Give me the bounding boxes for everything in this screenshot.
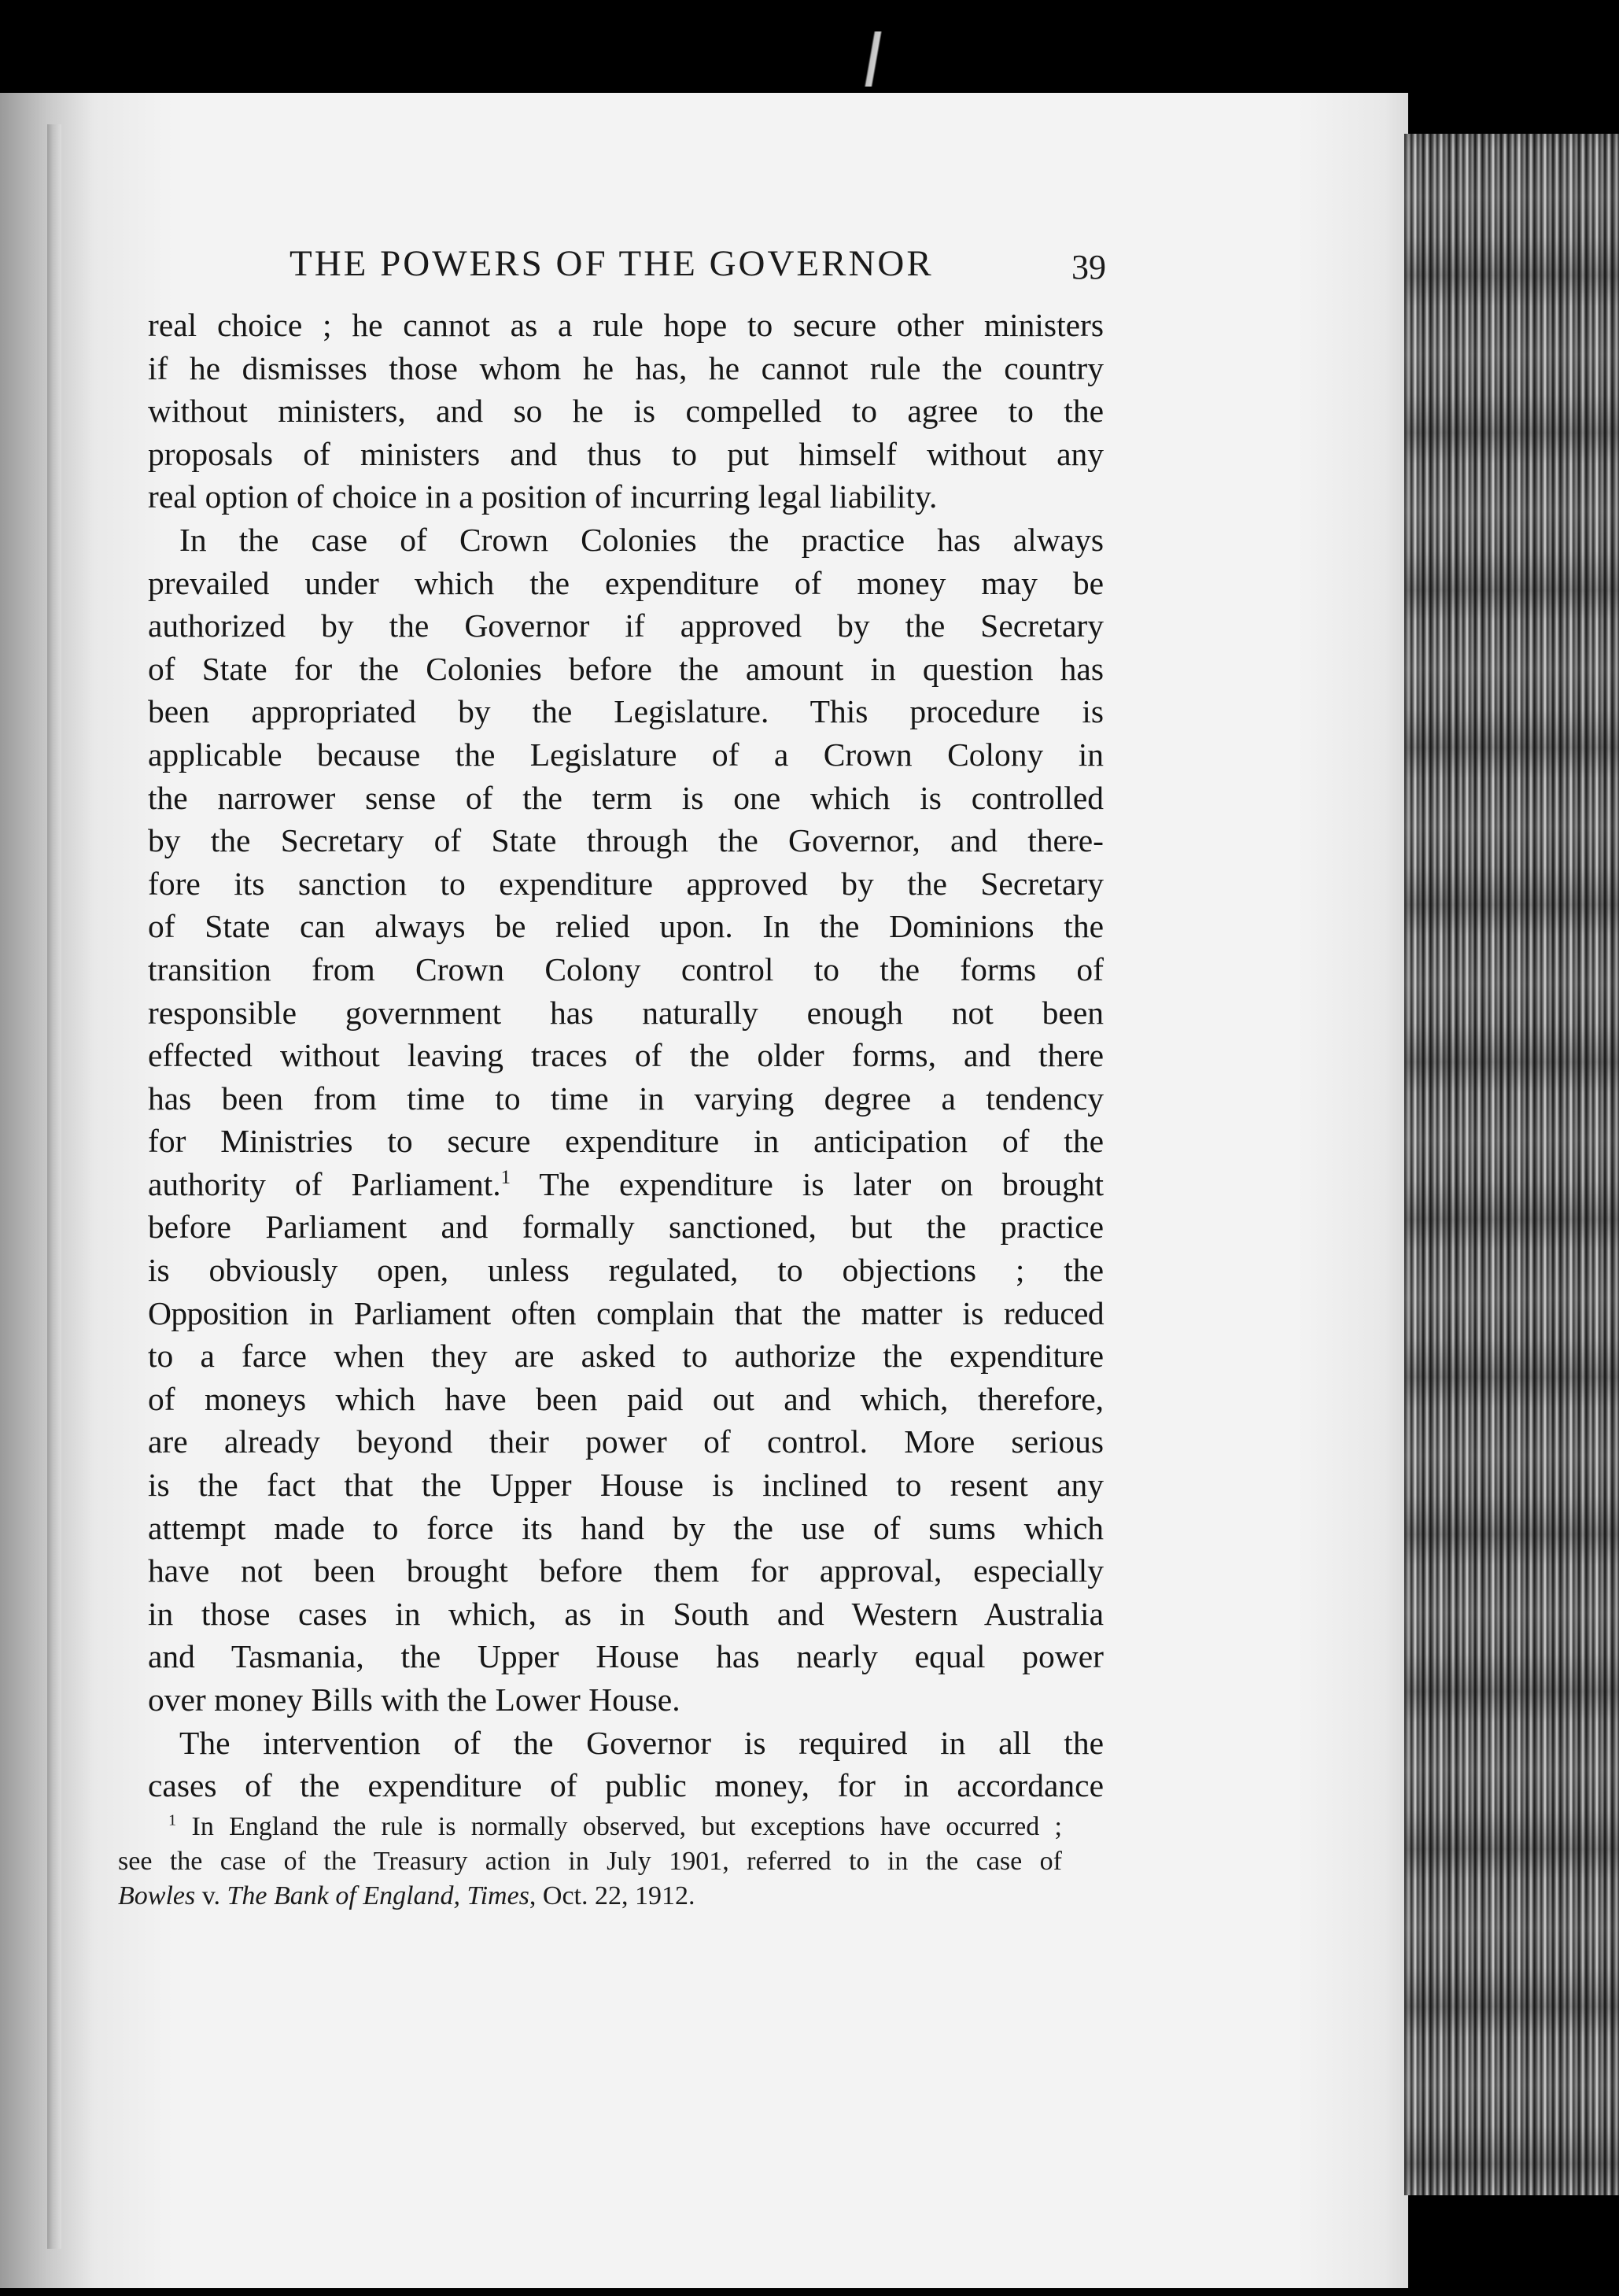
text-line: and Tasmania, the Upper House has nearly equal power xyxy=(148,1638,1104,1675)
text-line: In the case of Crown Colonies the practice has always xyxy=(179,521,1104,558)
body-text xyxy=(148,304,1104,1807)
text-line: the narrower sense of the term is one which is controlled xyxy=(148,779,1104,816)
text-fragment: , Oct. 22, 1912. xyxy=(529,1881,695,1910)
text-line: of moneys which have been paid out and which, therefore, xyxy=(148,1380,1104,1417)
text-line: if he dismisses those whom he has, he cannot rule the country xyxy=(148,349,1104,386)
case-name-italic: Bowles xyxy=(118,1881,196,1910)
text-fragment: The expenditure is later on brought xyxy=(511,1165,1104,1202)
text-line xyxy=(148,1163,1104,1206)
text-line: of State for the Colonies before the amount in question has xyxy=(148,650,1104,687)
case-name-italic: The Bank of England, Times xyxy=(227,1881,529,1910)
text-line: is obviously open, unless regulated, to objections ; the xyxy=(148,1252,1104,1289)
gutter-shadow xyxy=(47,124,61,2249)
footnote-reference: 1 xyxy=(500,1167,511,1189)
text-line: real choice ; he cannot as a rule hope to secure other ministers xyxy=(148,307,1104,343)
text-line: over money Bills with the Lower House. xyxy=(148,1681,680,1718)
text-line: are already beyond their power of control. More serious xyxy=(148,1423,1104,1460)
text-line: authorized by the Governor if approved by the Secretary xyxy=(148,607,1104,644)
text-line: transition from Crown Colony control to the forms of xyxy=(148,951,1104,987)
text-line: without ministers, and so he is compelled to agree to the xyxy=(148,393,1104,430)
footnote-line xyxy=(118,1879,1062,1914)
text-line: cases of the expenditure of public money, for in accordance xyxy=(148,1767,1104,1804)
text-line: in those cases in which, as in South and Western Australia xyxy=(148,1595,1104,1632)
film-mark xyxy=(862,31,886,87)
text-line: is the fact that the Upper House is inclined to resent any xyxy=(148,1467,1104,1504)
text-line: applicable because the Legislature of a Crown Colony in xyxy=(148,736,1104,773)
running-head: THE POWERS OF THE GOVERNOR xyxy=(290,243,934,284)
text-line: responsible government has naturally enough not been xyxy=(148,994,1104,1031)
text-fragment: In England the rule is normally observed, but exceptions have occurred ; xyxy=(176,1812,1062,1841)
text-line: real option of choice in a position of incurring legal liability. xyxy=(148,478,938,515)
footnotes xyxy=(118,1810,1062,1914)
text-line: effected without leaving traces of the older forms, and there xyxy=(148,1037,1104,1074)
text-line: fore its sanction to expenditure approved by the Secretary xyxy=(148,865,1104,902)
text-line: have not been brought before them for approval, especially xyxy=(148,1552,1104,1589)
text-line: been appropriated by the Legislature. This procedure is xyxy=(148,693,1104,730)
footnote-marker: 1 xyxy=(168,1811,177,1829)
text-fragment: v. xyxy=(195,1881,227,1910)
text-line: proposals of ministers and thus to put himself without any xyxy=(148,435,1104,472)
text-line: to a farce when they are asked to authorize the expenditure xyxy=(148,1338,1104,1375)
text-line: attempt made to force its hand by the use of sums which xyxy=(148,1509,1104,1546)
text-fragment: authority of Parliament. xyxy=(148,1165,501,1202)
text-line: Opposition in Parliament often complain that the matter is reduced xyxy=(148,1294,1104,1331)
page-number: 39 xyxy=(1071,248,1106,286)
footnote-line: see the case of the Treasury action in July 1901, referred to in the case of xyxy=(118,1847,1062,1876)
text-line: The intervention of the Governor is required in all the xyxy=(179,1724,1104,1761)
page-edges xyxy=(1404,134,1619,2195)
text-line: has been from time to time in varying degree a tendency xyxy=(148,1080,1104,1117)
text-line: by the Secretary of State through the Governor, and there- xyxy=(148,822,1104,859)
text-line: before Parliament and formally sanctioned, but the practice xyxy=(148,1209,1104,1246)
text-line: for Ministries to secure expenditure in anticipation of the xyxy=(148,1123,1104,1160)
text-line: of State can always be relied upon. In the Dominions the xyxy=(148,908,1104,945)
text-line: prevailed under which the expenditure of money may be xyxy=(148,564,1104,601)
footnote-line xyxy=(118,1810,1062,1844)
